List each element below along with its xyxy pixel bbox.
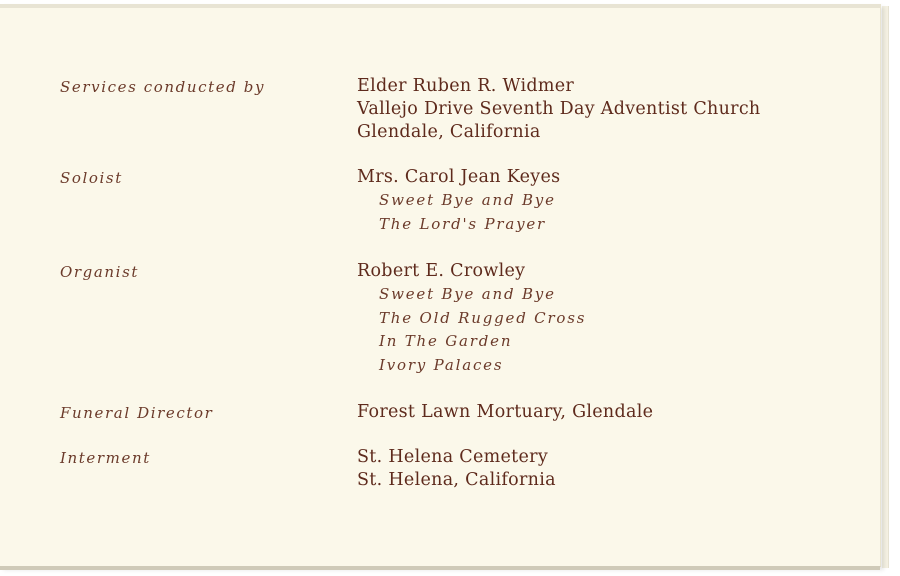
services-values xyxy=(357,75,761,144)
bottom-edge xyxy=(0,566,880,570)
organist-values xyxy=(357,260,586,377)
funeral-director-label: Funeral Director xyxy=(60,404,214,422)
cemetery-name: St. Helena Cemetery xyxy=(357,447,549,467)
services-label: Services conducted by xyxy=(60,78,266,96)
organist-label: Organist xyxy=(60,263,139,281)
cemetery-location: St. Helena, California xyxy=(357,470,556,490)
soloist-song: Sweet Bye and Bye xyxy=(379,191,556,209)
top-edge xyxy=(0,4,880,8)
mortuary-name: Forest Lawn Mortuary, Glendale xyxy=(357,402,654,422)
organist-song: In The Garden xyxy=(379,332,513,350)
card-edge xyxy=(882,6,889,568)
organist-name: Robert E. Crowley xyxy=(357,261,526,281)
organist-song: Ivory Palaces xyxy=(379,355,504,374)
soloist-values xyxy=(357,166,560,236)
soloist-name: Mrs. Carol Jean Keyes xyxy=(357,167,561,187)
interment-label: Interment xyxy=(60,449,151,467)
interment-values xyxy=(357,446,556,492)
program-card xyxy=(0,4,881,567)
funeral-director-values xyxy=(357,401,653,424)
church-name: Vallejo Drive Seventh Day Adventist Church xyxy=(357,99,761,119)
organist-song: Sweet Bye and Bye xyxy=(379,285,556,303)
church-location: Glendale, California xyxy=(357,122,541,142)
organist-song: The Old Rugged Cross xyxy=(379,308,587,327)
soloist-label: Soloist xyxy=(60,169,123,187)
soloist-song: The Lord's Prayer xyxy=(379,214,546,233)
officiant-name: Elder Ruben R. Widmer xyxy=(357,76,575,96)
